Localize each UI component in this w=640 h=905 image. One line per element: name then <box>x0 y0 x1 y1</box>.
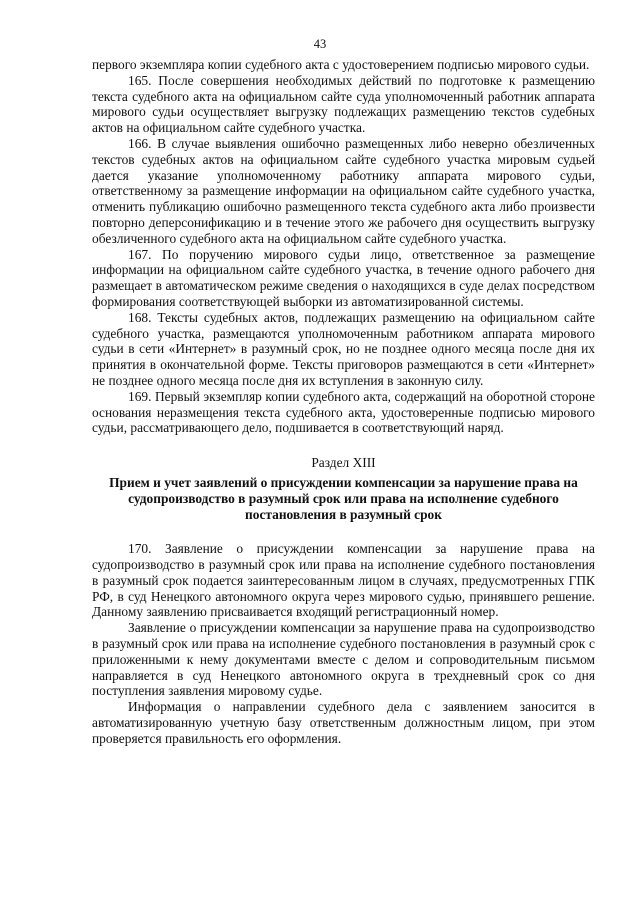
section-heading <box>92 455 595 523</box>
paragraph-170-third: Информация о направлении судебного дела с заявлением заносится в автоматизированную учетную базу ответственным должностным лицом, при этом проверяется правильность его оформления. <box>92 699 595 746</box>
paragraph-167: 167. По поручению мирового судьи лицо, ответственное за размещение информации на официальном сайте судебного участка, в течение одного рабочего дня размещает в автоматическом режиме сведения о находящихся в суде делах посредством формирования соответствующей выборки из автоматизированной системы. <box>92 246 595 309</box>
paragraph-169: 169. Первый экземпляр копии судебного акта, содержащий на оборотной стороне основания неразмещения текста судебного акта, удостоверенные подписью мирового судьи, рассматривающего дело, подшивается в соответствующий наряд. <box>92 388 595 436</box>
paragraph-166: 166. В случае выявления ошибочно размещенных либо неверно обезличенных текстов судебных актов на официальном сайте судебного участка мировым судьей дается указание уполномоченному работнику аппарата мирового судьи, ответственному за размещение информации на официальном сайте судебного участка, отменить публикацию ошибочно размещенного текста судебного акта либо произвести повторно деперсонификацию и в течение этого же рабочего дня осуществить выгрузку обезличенного судебного акта на официальном сайте судебного участка. <box>92 135 595 246</box>
section-title: Прием и учет заявлений о присуждении компенсации за нарушение права на судопроизводство в разумный срок или права на исполнение судебного постановления в разумный срок <box>109 475 578 523</box>
paragraph-165: 165. После совершения необходимых действий по подготовке к размещению текста судебного акта на официальном сайте суда уполномоченный работник аппарата мирового судьи осуществляет выгрузку подлежащих размещению текстов судебных актов на официальном сайте судебного участка. <box>92 72 595 136</box>
section-label: Раздел XIII <box>311 455 376 471</box>
document-body <box>92 57 595 746</box>
paragraph-170-second: Заявление о присуждении компенсации за нарушение права на судопроизводство в разумный срок или права на исполнение судебного постановления в разумный срок с приложенными к нему документами вместе с делом и сопроводительным письмом направляется в суд Ненецкого автономного округа в трехдневный срок со дня поступления заявления мировому судье. <box>92 620 595 699</box>
paragraph-continuation: первого экземпляра копии судебного акта с удостоверением подписью мирового судьи. <box>92 57 590 72</box>
paragraph-168: 168. Тексты судебных актов, подлежащих размещению на официальном сайте судебного участка, размещаются уполномоченным работником аппарата мирового судьи в сети «Интернет» в разумный срок, но не позднее одного месяца после дня их принятия в окончательной форме. Тексты приговоров размещаются в сети «Интернет» не позднее одного месяца после дня их вступления в законную силу. <box>92 309 595 388</box>
page-number: 43 <box>313 37 327 51</box>
paragraph-170: 170. Заявление о присуждении компенсации за нарушение права на судопроизводство в разумный срок или права на исполнение судебного постановления в разумный срок подается заинтересованным лицом в случаях, предусмотренных ГПК РФ, в суд Ненецкого автономного округа через мирового судью, принявшего решение. Данному заявлению присваивается входящий регистрационный номер. <box>92 541 595 620</box>
